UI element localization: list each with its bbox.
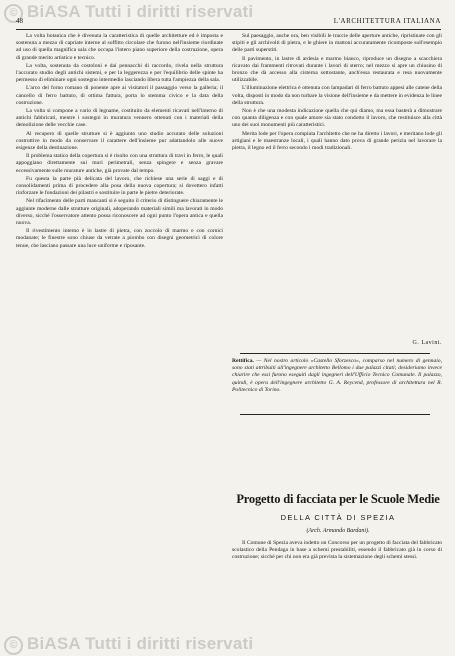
divider-rule [240, 353, 430, 354]
watermark-text: BiASA Tutti i diritti riservati [27, 2, 254, 21]
article-subtitle: DELLA CITTÀ DI SPEZIA [280, 513, 396, 522]
author-signature: G. Lavini. [412, 340, 442, 346]
page-number: 48 [16, 17, 23, 25]
rettifica-notice [232, 358, 442, 394]
paragraph: Nel rifacimento delle parti mancanti si è seguito il criterio di distinguere chiaramente le aggiunte moderne dalle strutture originali, adoperando materiali simili ma lavorati in modo diverso, sicché l'osservatore attento possa riconoscere ad ogni punto l'opera antica e quella nuova. [16, 198, 223, 227]
article-title: Progetto di facciata per le Scuole Medie [236, 492, 440, 506]
paragraph: Il rivestimento interno è in lastre di pietra, con zoccolo di marmo e con cornici modanate; le finestre sono chiuse da vetrate a piombo con disegni geometrici di colore tenue, che lasciano passare una luce uniforme e riposante. [16, 228, 223, 249]
paragraph: Non è che una modesta indicazione quella che qui diamo, ma essa basterà a dimostrare con quanta diligenza e con quale amore sia stato condotto il lavoro, che restituisce alla città uno dei suoi monumenti più caratteristici. [232, 108, 442, 129]
right-column [232, 33, 442, 153]
paragraph: L'arco del forno romano di ponente apre ai visitatori il passaggio verso la galleria; il cancello di ferro battuto, di ottima fattura, porta lo stemma civico e la data della costruzione. [16, 85, 223, 106]
paragraph: Il Comune di Spezia aveva indetto un Concorso per un progetto di facciata del fabbricato scolastico della Pendaga in base a schemi prestabiliti, essendo il fabbricato già in corso di costruzione; sicché per chi non era già prevista la sistemazione degli schemi stessi. [232, 540, 442, 561]
paragraph: Fu questa la parte più delicata del lavoro, che richiese una serie di saggi e di consolidamenti prima di procedere alla posa della nuova copertura; si dovettero infatti rinforzare le fondazioni dei pilastri e sostituire in parte le pietre deteriorate. [16, 175, 223, 197]
paragraph: La volta, sostenuta da costoloni e dai pennacchi di raccordo, rivela nella struttura l'accurato studio degli antichi sistemi, e per la leggerezza e per l'equilibrio delle spinte ha permesso di eliminare ogni sostegno intermedio lasciando libera tutta l'ampiezza della sala. [16, 62, 223, 84]
copyright-icon: © [4, 636, 23, 655]
article-body [232, 540, 442, 562]
article-author: (Arch. Armando Bardani). [306, 528, 370, 534]
rettifica-text: — Nel nostro articolo «Castello Sforzesco», comparso nel numero di gennaio, sono stati attribuiti all'ingegnere architetto Bellomo i due palazzi citati; desideriamo invece chiarire che essi furono eseguiti dagli ingegneri dell'Ufficio Tecnico Comunale. Il palazzo, quindi, è opera dell'ingegnere architetto G. A. Reycend, professore di architettura nel R. Politecnico di Torino. [232, 358, 442, 393]
paragraph: Sul paesaggio, anche ora, ben visibili le traccie delle aperture antiche, ripristinate con gli stipiti e gli archivolti di pietra, e le ghiere in mattoni accuratamente ricomposte sull'esempio delle parti superstiti. [232, 33, 442, 54]
rettifica-lead: Rettifica. [232, 358, 254, 364]
paragraph: L'illuminazione elettrica è ottenuta con lampadari di ferro battuto appesi alle catene della volta, disposti in modo da non turbare la visione dell'insieme e da mettere in evidenza le linee della struttura. [232, 85, 442, 106]
paragraph: Il pavimento, in lastre di ardesia e marmo bianco, riproduce un disegno a scacchiera ricavato dai frammenti ritrovati durante i lavori di sterro; nel mezzo si apre un chiusino di bronzo che dà accesso alla cisterna sottostante, anch'essa restaurata e resa nuovamente utilizzabile. [232, 55, 442, 84]
divider-rule [240, 414, 430, 415]
paragraph: Al recupero di quelle strutture si è aggiunto uno studio accurato delle soluzioni costruttive in modo da conservare il carattere dell'insieme pur adattandolo alle nuove esigenze della destinazione. [16, 130, 223, 152]
paragraph: Il problema statico della copertura si è risolto con una struttura di travi in ferro, le quali appoggiano direttamente sui muri perimetrali, senza spingere e senza gravare eccessivamente sulle murature antiche, già provate dal tempo. [16, 153, 223, 174]
copyright-icon: © [4, 4, 23, 23]
running-header [16, 17, 441, 30]
left-column [16, 33, 223, 251]
running-title: L'ARCHITETTURA ITALIANA [333, 17, 441, 25]
watermark-bottom [4, 634, 253, 655]
paragraph: La volta botanica che è divenuta la caratteristica di quelle architetture ed è imposta e sostenuta a mezzo di capriate interne al soffitto circolare che furono nell'insieme riordinate ad uso di quella magnifica sala che occupa l'intero piano superiore della costruzione, opera di grande merito artistico e tecnico. [16, 33, 223, 61]
watermark-text: BiASA Tutti i diritti riservati [27, 634, 254, 653]
paragraph: La volta si compone a vario di legname, costituito da elementi ricavati nell'interno di antichi fabbricati, mentre i sostegni in muratura vennero ottenuti con i materiali della demolizione delle vecchie case. [16, 108, 223, 129]
paragraph: Merita lode per l'opera compiuta l'architetto che ne ha diretto i lavori, e meritano lode gli artigiani e le maestranze locali, i quali hanno dato prova di grande perizia nel lavorare la pietra, il legno ed il ferro secondo i modi tradizionali. [232, 130, 442, 152]
